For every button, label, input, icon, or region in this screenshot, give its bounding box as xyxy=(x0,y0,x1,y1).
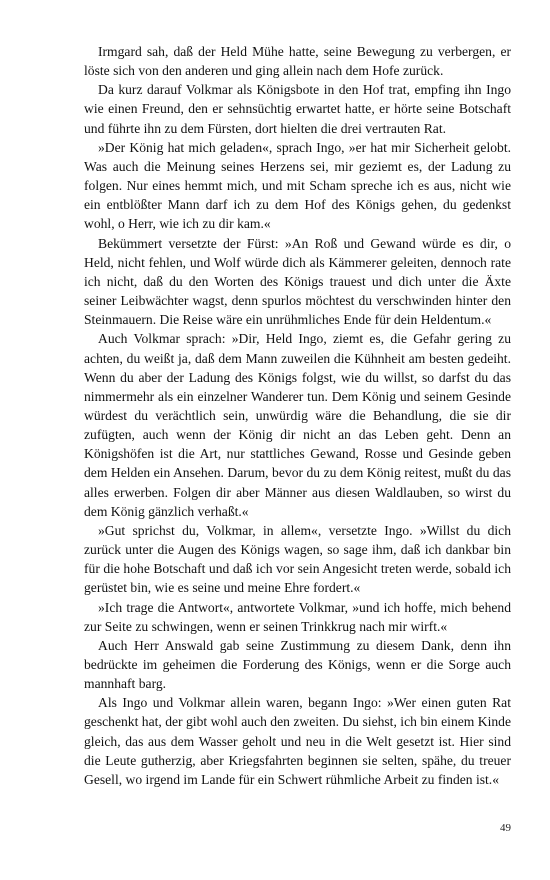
paragraph-8: Auch Herr Answald gab seine Zustimmung zu diesem Dank, denn ihn bedrückte im geheimen die Forderung des Königs, wenn er die Sorge auch mannhaft barg. xyxy=(84,637,511,692)
paragraph-2: Da kurz darauf Volkmar als Königsbote in den Hof trat, empfing ihn Ingo wie einen Freund, den er sehnsüchtig erwartet hatte, er hörte seine Botschaft und führte ihn zu dem Fürsten, dort hielten die drei vertrauten Rat. xyxy=(84,82,511,136)
paragraph-5: Auch Volkmar sprach: »Dir, Held Ingo, ziemt es, die Gefahr gering zu achten, du weißt ja, daß dem Mann zuweilen die Kühnheit am besten gedeiht. Wenn du aber der Ladung des Königs folgst, wie du willst, so darfst du das nimmermehr als ein einzelner Wanderer tun. Dem König und seinem Gesinde würdest du verächtlich sein, unwürdig wäre die Behandlung, die sie dir zufügten, auch wenn der König dir nicht an das Leben geht. Denn an Königshöfen ist die Art, nur stattliches Gewand, Rosse und Gesinde geben dem Helden ein Ansehen. Darum, bevor du zu dem König reitest, mußt du das alles erwerben. Folgen dir aber Männer aus diesen Waldlauben, so wirst du dem König gänzlich verhaßt.« xyxy=(84,331,511,519)
body-text xyxy=(84,42,511,789)
page-number: 49 xyxy=(500,822,511,834)
paragraph-4: Bekümmert versetzte der Fürst: »An Roß und Gewand würde es dir, o Held, nicht fehlen, und Wolf würde dich als Kämmerer geleiten, dennoch rate ich nicht, daß du den Worten des Königs trauest und dich unter die Äxte seiner Leibwächter wagst, denn spurlos möchtest du verschwinden hinter den Steinmauern. Die Reise wäre ein unrühmliches Ende für dein Heldentum.« xyxy=(84,235,511,328)
paragraph-7: »Ich trage die Antwort«, antwortete Volkmar, »und ich hoffe, mich behend zur Seite zu schwingen, wenn er seinen Trinkkrug nach mir wirft.« xyxy=(84,599,511,634)
paragraph-3: »Der König hat mich geladen«, sprach Ingo, »er hat mir Sicherheit gelobt. Was auch die Meinung seines Herzens sei, mir geziemt es, der Ladung zu folgen. Nur eines hemmt mich, und mit Scham spreche ich es aus, nicht wie ein entblößter Mann darf ich zu dem Hof des Königs gehen, du gedenkst wohl, o Herr, wie ich zu dir kam.« xyxy=(84,139,511,232)
paragraph-9: Als Ingo und Volkmar allein waren, begann Ingo: »Wer einen guten Rat geschenkt hat, der gibt wohl auch den zweiten. Du siehst, ich bin einem Kinde gleich, das aus dem Wasser geholt und neu in die Welt gesetzt ist. Hier sind die Leute gutherzig, aber Kriegsfahrten beginnen sie selten, spähe, du treuer Gesell, wo irgend im Lande für ein Schwert rühmliche Arbeit zu finden ist.« xyxy=(84,695,511,787)
paragraph-6: »Gut sprichst du, Volkmar, in allem«, versetzte Ingo. »Willst du dich zurück unter die Augen des Königs wagen, so sage ihm, daß ich dankbar bin für die hohe Botschaft und daß ich vor sein Angesicht treten werde, sobald ich gerüstet bin, wie es seine und meine Ehre fordert.« xyxy=(84,522,511,596)
paragraph-1: Irmgard sah, daß der Held Mühe hatte, seine Bewegung zu verbergen, er löste sich von den anderen und ging allein nach dem Hofe zurück. xyxy=(84,44,511,79)
